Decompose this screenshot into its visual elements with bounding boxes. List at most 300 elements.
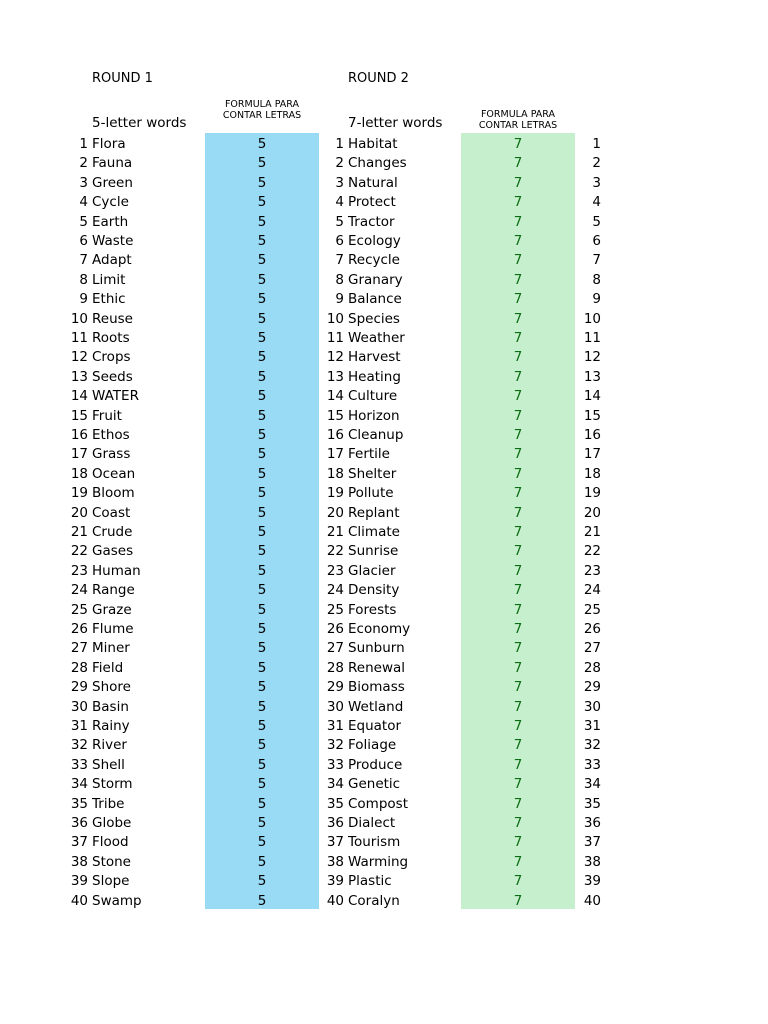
table-row	[0, 832, 768, 851]
round-2-index: 19	[583, 485, 601, 502]
table-row	[0, 755, 768, 774]
table-row	[0, 774, 768, 793]
round-1-letter-count: 5	[257, 892, 267, 909]
round-1-title: ROUND 1	[92, 71, 153, 86]
round-1-row-number: 1	[79, 136, 88, 152]
round-2-index: 1	[592, 136, 601, 152]
round-1-row-number: 26	[70, 621, 88, 637]
round-2-row-number: 3	[335, 174, 344, 191]
round-1-row-number: 17	[70, 446, 88, 463]
round-2-row-number: 5	[335, 213, 344, 230]
round-2-row-number: 26	[326, 621, 344, 637]
round-2-word: Tourism	[348, 834, 401, 851]
round-2-index: 3	[592, 174, 601, 191]
round-2-row-number: 31	[326, 718, 344, 734]
round-2-word: Replant	[348, 504, 400, 521]
round-1-row-number: 11	[70, 330, 88, 346]
round-2-formula-header-line-1: FORMULA PARA	[480, 109, 556, 120]
round-1-letter-count: 5	[257, 388, 267, 405]
round-2-letter-count: 7	[513, 776, 523, 793]
round-2-row-number: 21	[326, 524, 344, 540]
table-row	[0, 444, 768, 463]
round-2-word: Dialect	[348, 815, 396, 831]
table-row	[0, 561, 768, 580]
round-1-letter-count: 5	[257, 524, 267, 540]
table-row	[0, 367, 768, 386]
round-2-row-number: 1	[335, 136, 344, 152]
round-2-row-number: 24	[326, 582, 344, 599]
round-1-word: Ethos	[92, 427, 130, 443]
round-2-index: 10	[583, 310, 601, 327]
round-2-title: ROUND 2	[348, 71, 409, 86]
round-2-row-number: 27	[326, 640, 344, 657]
table-row	[0, 270, 768, 289]
round-2-row-number: 36	[326, 815, 344, 831]
table-row	[0, 794, 768, 813]
round-1-word: Fauna	[92, 155, 133, 172]
round-1-word: Flood	[92, 834, 129, 851]
round-2-index: 31	[583, 718, 601, 734]
round-1-letter-count: 5	[257, 873, 267, 890]
round-2-index: 36	[583, 815, 601, 831]
round-2-letter-count: 7	[513, 252, 523, 269]
round-1-word: Rainy	[92, 718, 130, 734]
round-1-row-number: 40	[70, 892, 88, 909]
round-2-row-number: 10	[326, 310, 344, 327]
round-2-letter-count: 7	[513, 834, 523, 851]
table-row	[0, 406, 768, 425]
round-2-row-number: 20	[326, 504, 344, 521]
round-1-formula-header	[205, 99, 319, 121]
round-2-letter-count: 7	[513, 524, 523, 540]
round-2-index: 16	[583, 427, 601, 443]
round-1-word: Bloom	[92, 485, 135, 502]
round-2-letter-count: 7	[513, 504, 523, 521]
round-1-row-number: 39	[70, 873, 88, 890]
table-row	[0, 871, 768, 890]
round-2-word: Economy	[348, 621, 411, 637]
round-2-letter-count: 7	[513, 640, 523, 657]
round-1-letter-count: 5	[257, 310, 267, 327]
table-row	[0, 347, 768, 366]
table-row	[0, 289, 768, 308]
round-1-word: Adapt	[92, 252, 132, 269]
round-1-letter-count: 5	[257, 543, 267, 560]
round-2-row-number: 34	[326, 776, 344, 793]
round-1-word: Grass	[92, 446, 131, 463]
table-row	[0, 464, 768, 483]
round-2-row-number: 30	[326, 698, 344, 715]
round-1-row-number: 22	[70, 543, 88, 560]
round-2-word: Changes	[348, 155, 407, 172]
round-2-letter-count: 7	[513, 136, 523, 152]
round-2-row-number: 29	[326, 679, 344, 696]
round-1-word: Seeds	[92, 368, 133, 385]
round-1-word: Basin	[92, 698, 129, 715]
round-2-word: Produce	[348, 756, 403, 773]
round-2-index: 35	[583, 795, 601, 812]
round-2-letter-count: 7	[513, 718, 523, 734]
round-2-letter-count: 7	[513, 815, 523, 831]
round-1-row-number: 27	[70, 640, 88, 657]
round-2-row-number: 6	[335, 233, 344, 249]
table-row	[0, 153, 768, 172]
round-2-index: 38	[583, 853, 601, 870]
round-2-index: 20	[583, 504, 601, 521]
round-2-index: 14	[583, 388, 601, 405]
round-1-letter-count: 5	[257, 853, 267, 870]
round-1-row-number: 7	[79, 252, 88, 269]
round-1-row-number: 9	[79, 291, 88, 308]
round-2-letter-count: 7	[513, 213, 523, 230]
round-1-letter-count: 5	[257, 698, 267, 715]
round-1-letter-count: 5	[257, 349, 267, 366]
round-1-word: Human	[92, 562, 141, 579]
table-row	[0, 580, 768, 599]
round-1-word: Field	[92, 659, 124, 676]
round-1-letter-count: 5	[257, 834, 267, 851]
round-2-letter-count: 7	[513, 291, 523, 308]
round-1-letter-count: 5	[257, 155, 267, 172]
round-2-row-number: 25	[326, 601, 344, 618]
round-1-letter-count: 5	[257, 136, 267, 152]
round-2-index: 5	[592, 213, 601, 230]
table-row	[0, 541, 768, 560]
round-2-word: Coralyn	[348, 892, 400, 909]
round-1-letter-count: 5	[257, 795, 267, 812]
round-1-row-number: 38	[70, 853, 88, 870]
round-1-letter-count: 5	[257, 718, 267, 734]
round-2-index: 9	[592, 291, 601, 308]
round-2-words-label: 7-letter words	[348, 115, 443, 131]
round-1-row-number: 12	[70, 349, 88, 366]
round-2-word: Genetic	[348, 776, 401, 793]
round-1-word: Tribe	[92, 795, 125, 812]
round-1-word: Fruit	[92, 407, 122, 424]
table-row	[0, 600, 768, 619]
table-row	[0, 716, 768, 735]
table-row	[0, 735, 768, 754]
round-2-letter-count: 7	[513, 233, 523, 249]
round-1-word: Storm	[92, 776, 133, 793]
round-2-row-number: 2	[335, 155, 344, 172]
round-1-row-number: 24	[70, 582, 88, 599]
round-2-letter-count: 7	[513, 465, 523, 482]
round-2-index: 7	[592, 252, 601, 269]
round-2-word: Protect	[348, 194, 396, 211]
round-2-letter-count: 7	[513, 271, 523, 288]
table-row	[0, 425, 768, 444]
round-2-letter-count: 7	[513, 601, 523, 618]
round-1-row-number: 31	[70, 718, 88, 734]
round-2-row-number: 40	[326, 892, 344, 909]
round-1-word: Ocean	[92, 465, 136, 482]
table-row	[0, 503, 768, 522]
round-2-index: 26	[583, 621, 601, 637]
round-2-letter-count: 7	[513, 698, 523, 715]
round-2-index: 40	[583, 892, 601, 909]
round-2-formula-header	[461, 109, 575, 131]
table-row	[0, 852, 768, 871]
round-2-letter-count: 7	[513, 853, 523, 870]
round-2-row-number: 17	[326, 446, 344, 463]
table-row	[0, 483, 768, 502]
round-1-word: Shell	[92, 756, 125, 773]
round-1-row-number: 37	[70, 834, 88, 851]
table-row	[0, 309, 768, 328]
round-1-row-number: 18	[70, 465, 88, 482]
round-2-index: 18	[583, 465, 601, 482]
round-1-row-number: 3	[79, 174, 88, 191]
round-1-word: Crops	[92, 349, 131, 366]
round-2-word: Species	[348, 310, 400, 327]
round-2-index: 15	[583, 407, 601, 424]
round-1-word: Miner	[92, 640, 130, 657]
round-2-formula-header-line-2: CONTAR LETRAS	[478, 120, 558, 131]
round-1-word: Shore	[92, 679, 131, 696]
round-2-index: 39	[583, 873, 601, 890]
round-1-word: Green	[92, 174, 133, 191]
round-2-index: 4	[592, 194, 601, 211]
round-1-letter-count: 5	[257, 621, 267, 637]
round-1-letter-count: 5	[257, 815, 267, 831]
table-row	[0, 658, 768, 677]
round-2-row-number: 12	[326, 349, 344, 366]
round-1-letter-count: 5	[257, 407, 267, 424]
round-2-row-number: 32	[326, 737, 344, 754]
round-2-word: Fertile	[348, 446, 390, 463]
round-1-word: Slope	[92, 873, 130, 890]
round-2-letter-count: 7	[513, 737, 523, 754]
round-2-word: Recycle	[348, 252, 400, 269]
round-2-word: Cleanup	[348, 427, 404, 443]
round-2-word: Renewal	[348, 659, 406, 676]
round-2-word: Culture	[348, 388, 398, 405]
round-1-letter-count: 5	[257, 679, 267, 696]
round-1-word: Ethic	[92, 291, 126, 308]
round-1-letter-count: 5	[257, 640, 267, 657]
round-2-row-number: 19	[326, 485, 344, 502]
round-2-row-number: 7	[335, 252, 344, 269]
round-2-letter-count: 7	[513, 679, 523, 696]
round-1-letter-count: 5	[257, 659, 267, 676]
round-2-row-number: 8	[335, 271, 344, 288]
round-2-index: 21	[583, 524, 601, 540]
round-2-index: 2	[592, 155, 601, 172]
round-1-row-number: 36	[70, 815, 88, 831]
round-1-letter-count: 5	[257, 233, 267, 249]
round-2-letter-count: 7	[513, 873, 523, 890]
round-2-index: 28	[583, 659, 601, 676]
round-1-formula-header-line-1: FORMULA PARA	[224, 99, 300, 110]
round-1-word: Flume	[92, 621, 134, 637]
table-row	[0, 638, 768, 657]
round-1-word: River	[92, 737, 127, 754]
round-1-row-number: 23	[70, 562, 88, 579]
round-1-row-number: 20	[70, 504, 88, 521]
round-2-word: Weather	[348, 330, 405, 346]
round-2-index: 12	[583, 349, 601, 366]
round-2-word: Equator	[348, 718, 402, 734]
round-1-word: Flora	[92, 136, 126, 152]
round-1-word: Range	[92, 582, 135, 599]
round-2-letter-count: 7	[513, 659, 523, 676]
table-row	[0, 173, 768, 192]
round-1-word: Swamp	[92, 892, 142, 909]
round-2-word: Warming	[348, 853, 409, 870]
round-1-word: Limit	[92, 271, 126, 288]
table-row	[0, 212, 768, 231]
round-1-word: Stone	[92, 853, 131, 870]
table-row	[0, 677, 768, 696]
round-2-letter-count: 7	[513, 155, 523, 172]
round-2-word: Granary	[348, 271, 403, 288]
round-2-index: 6	[592, 233, 601, 249]
round-2-word: Glacier	[348, 562, 396, 579]
round-2-row-number: 14	[326, 388, 344, 405]
round-1-row-number: 14	[70, 388, 88, 405]
round-2-row-number: 35	[326, 795, 344, 812]
round-2-word: Heating	[348, 368, 401, 385]
round-2-letter-count: 7	[513, 349, 523, 366]
round-2-index: 27	[583, 640, 601, 657]
round-1-letter-count: 5	[257, 427, 267, 443]
round-1-row-number: 5	[79, 213, 88, 230]
round-2-row-number: 15	[326, 407, 344, 424]
round-2-word: Sunburn	[348, 640, 405, 657]
round-2-index: 30	[583, 698, 601, 715]
round-1-row-number: 13	[70, 368, 88, 385]
round-1-row-number: 4	[79, 194, 88, 211]
round-1-letter-count: 5	[257, 271, 267, 288]
table-row	[0, 619, 768, 638]
round-2-letter-count: 7	[513, 194, 523, 211]
round-2-letter-count: 7	[513, 485, 523, 502]
round-2-word: Density	[348, 582, 400, 599]
round-2-index: 13	[583, 368, 601, 385]
round-2-index: 25	[583, 601, 601, 618]
table-row	[0, 134, 768, 153]
round-1-row-number: 30	[70, 698, 88, 715]
round-2-word: Tractor	[348, 213, 395, 230]
round-2-row-number: 22	[326, 543, 344, 560]
round-2-letter-count: 7	[513, 330, 523, 346]
round-1-letter-count: 5	[257, 368, 267, 385]
round-1-row-number: 33	[70, 756, 88, 773]
round-2-letter-count: 7	[513, 446, 523, 463]
round-2-letter-count: 7	[513, 795, 523, 812]
round-1-word: Crude	[92, 524, 133, 540]
table-row	[0, 386, 768, 405]
round-1-row-number: 15	[70, 407, 88, 424]
round-1-row-number: 28	[70, 659, 88, 676]
round-1-row-number: 35	[70, 795, 88, 812]
round-2-row-number: 11	[326, 330, 344, 346]
round-2-word: Sunrise	[348, 543, 399, 560]
round-2-word: Biomass	[348, 679, 405, 696]
round-2-row-number: 9	[335, 291, 344, 308]
round-2-word: Climate	[348, 524, 400, 540]
round-1-word: Roots	[92, 330, 130, 346]
round-2-row-number: 18	[326, 465, 344, 482]
round-1-word: Reuse	[92, 310, 133, 327]
round-1-row-number: 32	[70, 737, 88, 754]
table-row	[0, 328, 768, 347]
round-2-row-number: 28	[326, 659, 344, 676]
round-2-letter-count: 7	[513, 543, 523, 560]
round-1-letter-count: 5	[257, 776, 267, 793]
round-2-letter-count: 7	[513, 388, 523, 405]
round-1-letter-count: 5	[257, 330, 267, 346]
round-1-letter-count: 5	[257, 174, 267, 191]
round-2-word: Shelter	[348, 465, 397, 482]
round-1-word: WATER	[92, 388, 139, 405]
round-2-word: Harvest	[348, 349, 401, 366]
round-2-word: Plastic	[348, 873, 392, 890]
round-1-letter-count: 5	[257, 562, 267, 579]
table-row	[0, 813, 768, 832]
round-1-row-number: 21	[70, 524, 88, 540]
round-2-letter-count: 7	[513, 892, 523, 909]
round-2-index: 33	[583, 756, 601, 773]
round-1-letter-count: 5	[257, 485, 267, 502]
round-1-row-number: 34	[70, 776, 88, 793]
round-2-index: 24	[583, 582, 601, 599]
round-2-word: Habitat	[348, 136, 398, 152]
round-1-letter-count: 5	[257, 465, 267, 482]
round-2-letter-count: 7	[513, 756, 523, 773]
round-1-letter-count: 5	[257, 252, 267, 269]
round-1-row-number: 6	[79, 233, 88, 249]
round-2-word: Natural	[348, 174, 398, 191]
round-2-row-number: 16	[326, 427, 344, 443]
round-1-letter-count: 5	[257, 601, 267, 618]
table-row	[0, 522, 768, 541]
round-2-index: 23	[583, 562, 601, 579]
table-row	[0, 697, 768, 716]
round-2-letter-count: 7	[513, 174, 523, 191]
round-2-index: 8	[592, 271, 601, 288]
round-2-row-number: 13	[326, 368, 344, 385]
round-1-word: Coast	[92, 504, 131, 521]
round-1-letter-count: 5	[257, 756, 267, 773]
round-1-row-number: 19	[70, 485, 88, 502]
round-2-letter-count: 7	[513, 582, 523, 599]
round-2-row-number: 37	[326, 834, 344, 851]
round-2-word: Balance	[348, 291, 402, 308]
round-2-index: 37	[583, 834, 601, 851]
round-2-index: 32	[583, 737, 601, 754]
round-1-letter-count: 5	[257, 291, 267, 308]
round-2-word: Ecology	[348, 233, 401, 249]
round-1-row-number: 16	[70, 427, 88, 443]
round-2-row-number: 39	[326, 873, 344, 890]
round-2-letter-count: 7	[513, 407, 523, 424]
round-1-formula-header-line-2: CONTAR LETRAS	[222, 110, 302, 121]
round-2-index: 29	[583, 679, 601, 696]
round-1-word: Earth	[92, 213, 129, 230]
round-2-word: Foliage	[348, 737, 397, 754]
round-2-index: 22	[583, 543, 601, 560]
round-2-word: Forests	[348, 601, 397, 618]
table-row	[0, 891, 768, 910]
round-1-letter-count: 5	[257, 194, 267, 211]
round-2-word: Pollute	[348, 485, 394, 502]
table-row	[0, 192, 768, 211]
round-2-row-number: 38	[326, 853, 344, 870]
round-1-word: Waste	[92, 233, 134, 249]
round-2-word: Horizon	[348, 407, 400, 424]
